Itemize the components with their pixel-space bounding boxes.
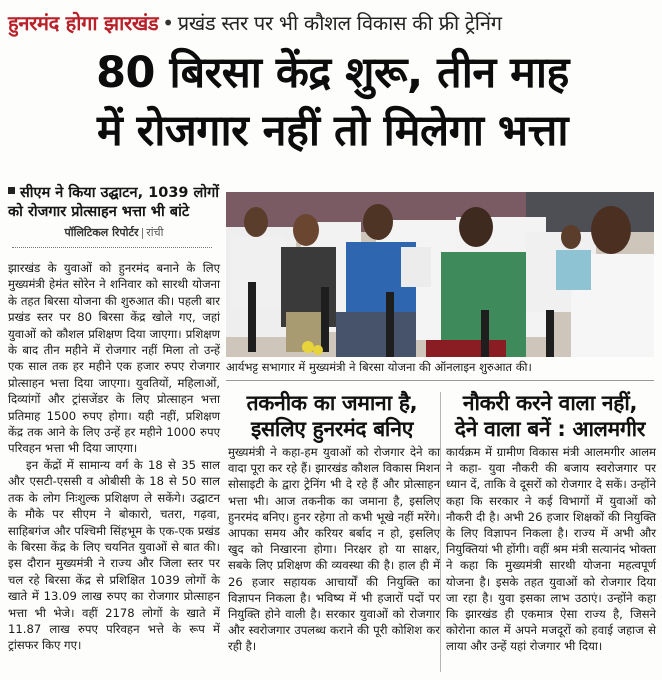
- byline-reporter: पॉलिटिकल रिपोर्टर: [64, 226, 139, 239]
- section-label: हुनरमंद होगा झारखंड: [8, 11, 159, 35]
- main-article-body: [8, 260, 220, 654]
- box2-heading-line-1: नौकरी करने वाला नहीं,: [462, 391, 638, 415]
- event-photo: [226, 192, 654, 357]
- article-paragraph-2: इन केंद्रों में सामान्य वर्ग के 18 से 35 साल और एसटी-एससी व ओबीसी के 18 से 50 साल तक के लोग निःशुल्क प्रशिक्षण ले सकेंगे। उद्घाटन के मौके पर सीएम ने बोकारो, चतरा, गढ़वा, साहिबगंज और पश्चिमी सिंहभूम के एक-एक प्रखंड के बिरसा केंद्र के लिए चयनित युवाओं से बात की। इस दौरान मुख्यमंत्री ने राज्य और जिला स्तर पर चल रहे बिरसा केंद्र से प्रशिक्षित 1039 लोगों के खाते में 13.09 लाख रुपए का रोजगार प्रोत्साहन भत्ता भी भेजे। वहीं 2178 लोगों के खाते में 11.87 लाख रुपए परिवहन भत्ते के रूप में ट्रांसफर किए गए।: [8, 457, 220, 653]
- caption-divider: [226, 380, 654, 381]
- box2-heading: [444, 390, 656, 442]
- byline-city: रांची: [146, 226, 164, 239]
- box1-heading-line-1: तकनीक का जमाना है,: [246, 391, 418, 415]
- bullet-separator: •: [162, 11, 174, 35]
- byline-separator: |: [140, 226, 145, 239]
- box1-heading-line-2: इसलिए हुनरमंद बनिए: [250, 417, 414, 441]
- kicker-line: [8, 8, 658, 38]
- box1-heading: [226, 390, 438, 442]
- kicker-subtitle: प्रखंड स्तर पर भी कौशल विकास की फ्री ट्रेनिंग: [177, 11, 502, 35]
- box1-body: मुख्यमंत्री ने कहा-हम युवाओं को रोजगार देने का वादा पूरा कर रहे हैं। झारखंड कौशल विकास मिशन सोसाइटी के द्वारा ट्रेनिंग भी दे रहे हैं और प्रोत्साहन भत्ता भी। आज तकनीक का जमाना है, इसलिए हुनरमंद बनिए। हुनर रहेगा तो कभी भूखे नहीं मरेंगे। आपका समय और करियर बर्बाद न हो, इसलिए खुद को निखारना होगा। निरक्षर हो या साक्षर, सबके लिए प्रशिक्षण की व्यवस्था की है। हाल ही में 26 हजार सहायक आचार्यों की नियुक्ति का विज्ञापन निकला है। भविष्य में भी हजारों पदों पर नियुक्ति होने वाली है। सरकार युवाओं को रोजगार और स्वरोजगार उपलब्ध कराने की पूरी कोशिश कर रही है।: [228, 445, 440, 654]
- summary-text: सीएम ने किया उद्घाटन, 1039 लोगों को रोजगार प्रोत्साहन भत्ता भी बांटे: [8, 185, 220, 220]
- square-bullet-icon: [8, 187, 15, 194]
- box2-heading-line-2: देने वाला बनें : आलमगीर: [454, 417, 646, 441]
- summary-deck: [8, 184, 220, 222]
- photo-caption: आर्यभट्ट सभागार में मुख्यमंत्री ने बिरसा योजना की ऑनलाइन शुरुआत की।: [226, 360, 532, 374]
- byline: [8, 225, 220, 240]
- dotted-divider: [12, 247, 212, 248]
- article-paragraph-1: झारखंड के युवाओं को हुनरमंद बनाने के लिए मुख्यमंत्री हेमंत सोरेन ने शनिवार को सारथी योजना के तहत बिरसा योजना की शुरुआत की। पहली बार प्रखंड स्तर पर 80 बिरसा केंद्र खोले गए, जहां युवाओं को कौशल प्रशिक्षण दिया जाएगा। प्रशिक्षण के बाद तीन महीने में रोजगार नहीं मिला तो उन्हें एक साल तक हर महीने एक हजार रुपए रोजगार प्रोत्साहन भत्ता दिया जाएगा। युवतियों, महिलाओं, दिव्यांगों और ट्रांसजेंडर के लिए प्रोत्साहन भत्ता प्रतिमाह 1500 रुपए होगा। यही नहीं, प्रशिक्षण केंद्र तक आने के लिए उन्हें हर महीने 1000 रुपए परिवहन भत्ता भी दिया जाएगा।: [8, 261, 220, 456]
- column-divider: [440, 392, 441, 672]
- box2-body: कार्यक्रम में ग्रामीण विकास मंत्री आलमगीर आलम ने कहा- युवा नौकरी की बजाय स्वरोजगार पर ध्यान दें, ताकि वे दूसरों को रोजगार दे सकें। उन्होंने कहा कि सरकार ने कई विभागों में युवाओं को नौकरी दी है। अभी 26 हजार शिक्षकों की नियुक्ति के लिए विज्ञापन निकला है। राज्य में अभी और नियुक्तियां भी होंगी। वहीं श्रम मंत्री सत्यानंद भोक्ता ने कहा कि मुख्यमंत्री सारथी योजना महत्वपूर्ण योजना है। इसके तहत युवाओं को रोजगार दिया जा रहा है। युवा इसका लाभ उठाएं। उन्होंने कहा कि झारखंड ही एकमात्र ऐसा राज्य है, जिसने कोरोना काल में अपने मजदूरों को हवाई जहाज से लाया और उन्हें यहां रोजगार भी दिया।: [446, 445, 656, 654]
- page-headline: [10, 44, 655, 160]
- headline-line-1: 80 बिरसा केंद्र शुरू, तीन माह: [96, 48, 569, 98]
- photo-illustration: [226, 192, 654, 357]
- headline-line-2: में रोजगार नहीं तो मिलेगा भत्ता: [96, 106, 569, 156]
